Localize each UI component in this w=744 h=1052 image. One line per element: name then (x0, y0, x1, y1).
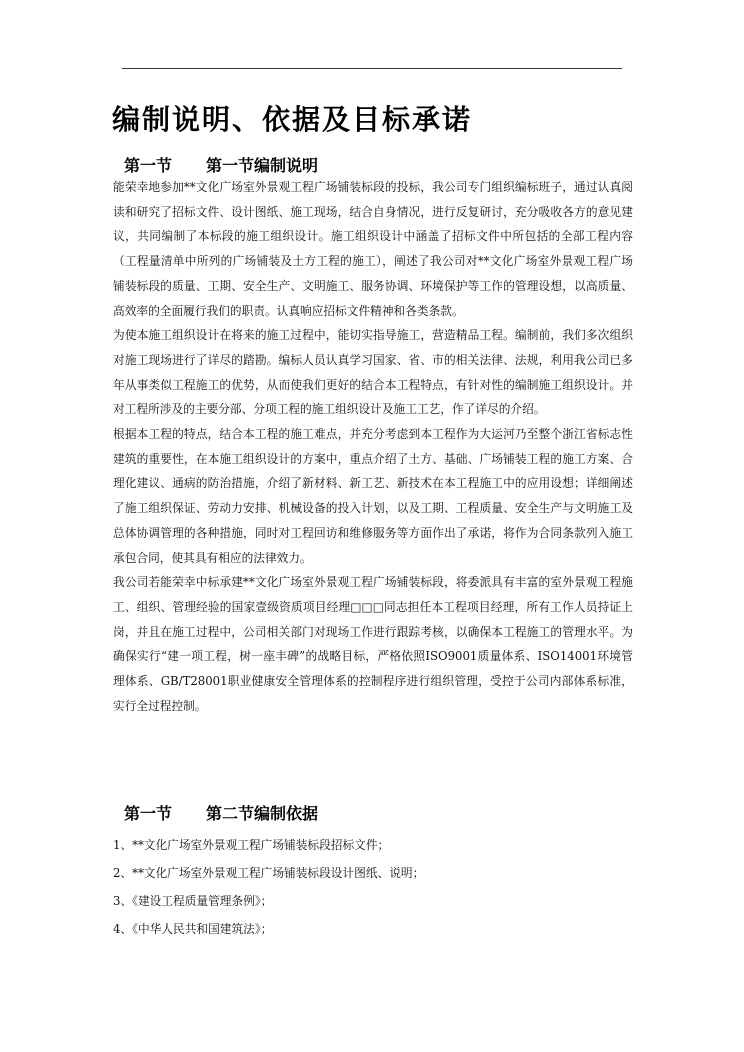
paragraph: 能荣幸地参加**文化广场室外景观工程广场铺装标段的投标，我公司专门组织编标班子，通过认真阅读和研究了招标文件、设计图纸、施工现场，结合自身情况，进行反复研讨，充分吸收各方的意见建议，共同编制了本标段的施工组织设计。施工组织设计中涵盖了招标文件中所包括的全部工程内容（工程量清单中所列的广场铺装及土方工程的施工），阐述了我公司对**文化广场室外景观工程广场铺装标段的质量、工期、安全生产、文明施工、服务协调、环境保护等工作的管理设想，以高质量、高效率的全面履行我们的职责。认真响应招标文件精神和各类条款。 (113, 180, 633, 318)
document-title: 编制说明、依据及目标承诺 (112, 103, 473, 136)
list-item: 1、**文化广场室外景观工程广场铺装标段招标文件； (113, 838, 390, 852)
section-title: 第二节编制依据 (206, 804, 319, 823)
list-item: 2、**文化广场室外景观工程广场铺装标段设计图纸、说明； (113, 866, 425, 880)
list-item: 4、《中华人民共和国建筑法》； (113, 922, 273, 936)
section-body (113, 175, 633, 718)
section-number: 第一节 (124, 156, 173, 175)
section-heading-1 (124, 153, 318, 176)
basis-list (113, 831, 633, 943)
paragraph: 为使本施工组织设计在将来的施工过程中，能切实指导施工，营造精品工程。编制前，我们多次组织对施工现场进行了详尽的踏勘。编标人员认真学习国家、省、市的相关法律、法规，利用我公司已多年从事类似工程施工的优势，从而使我们更好的结合本工程特点，有针对性的编制施工组织设计。并对工程所涉及的主要分部、分项工程的施工组织设计及施工工艺，作了详尽的介绍。 (113, 328, 633, 417)
paragraph: 我公司若能荣幸中标承建**文化广场室外景观工程广场铺装标段，将委派具有丰富的室外景观工程施工、组织、管理经验的国家壹级资质项目经理□□□同志担任本工程项目经理，所有工作人员持证上岗，并且在施工过程中，公司相关部门对现场工作进行跟踪考核，以确保本工程施工的管理水平。为确保实行“建一项工程，树一座丰碑”的战略目标，严格依照ISO9001质量体系、ISO14001环境管理体系、GB/T28001职业健康安全管理体系的控制程序进行组织管理，受控于公司内部体系标准，实行全过程控制。 (113, 575, 633, 713)
list-item: 3、《建设工程质量管理条例》； (113, 894, 273, 908)
section-title: 第一节编制说明 (206, 156, 319, 175)
section-number: 第一节 (124, 804, 173, 823)
section-heading-2 (124, 801, 318, 824)
paragraph: 根据本工程的特点，结合本工程的施工难点，并充分考虑到本工程作为大运河乃至整个浙江省标志性建筑的重要性，在本施工组织设计的方案中，重点介绍了土方、基础、广场铺装工程的施工方案、合理化建议、通病的防治措施，介绍了新材料、新工艺、新技术在本工程施工中的应用设想；详细阐述了施工组织保证、劳动力安排、机械设备的投入计划，以及工期、工程质量、安全生产与文明施工及总体协调管理的各种措施，同时对工程回访和维修服务等方面作出了承诺，将作为合同条款列入施工承包合同，使其具有相应的法律效力。 (113, 427, 633, 565)
header-rule (122, 68, 622, 69)
